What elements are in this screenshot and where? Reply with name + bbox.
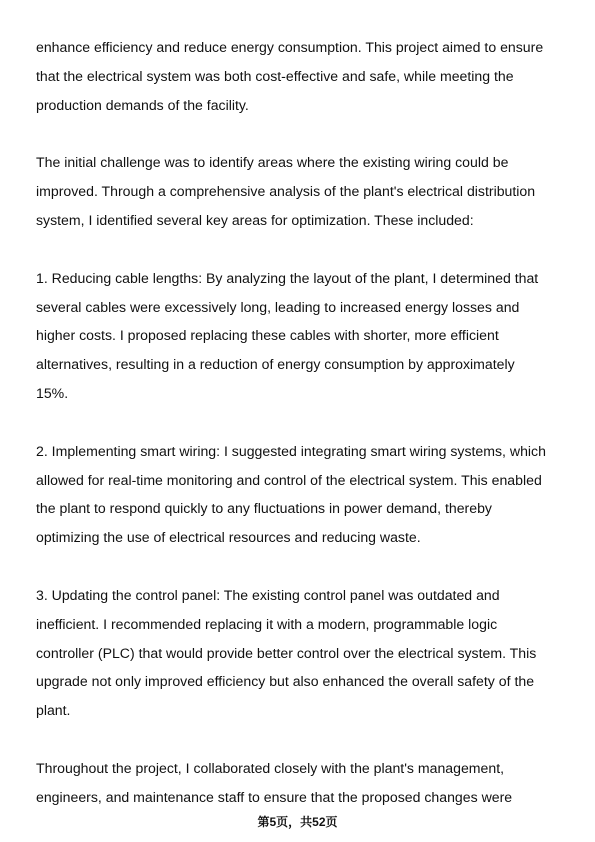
paragraph-collaboration: Throughout the project, I collaborated closely with the plant's management, engineers, and maintenance staff to ensure that the proposed changes were (36, 759, 513, 805)
paragraph-intro-continuation: enhance efficiency and reduce energy consumption. This project aimed to ensure that the electrical system was both cost-effective and safe, while meeting the production demands of the facility. (36, 39, 544, 113)
page-body (36, 33, 560, 841)
paragraph-reducing-cable-lengths: 1. Reducing cable lengths: By analyzing the layout of the plant, I determined that several cables were excessively long, leading to increased energy losses and higher costs. I proposed replacing these cables with shorter, more efficient alternatives, resulting in a reduction of energy consumption by approximately 15%. (36, 269, 539, 401)
paragraph-smart-wiring: 2. Implementing smart wiring: I suggested integrating smart wiring systems, which allowed for real-time monitoring and control of the electrical system. This enabled the plant to respond quickly to any fluctuations in power demand, thereby optimizing the use of electrical resources and reducing waste. (36, 442, 546, 546)
page-number-footer: 第5页，共52页 (257, 815, 338, 829)
paragraph-control-panel: 3. Updating the control panel: The existing control panel was outdated and inefficient. I recommended replacing it with a modern, programmable logic controller (PLC) that would provide better control over the electrical system. This upgrade not only improved efficiency but also enhanced the overall safety of the plant. (36, 586, 537, 719)
paragraph-initial-challenge: The initial challenge was to identify areas where the existing wiring could be improved. Through a comprehensive analysis of the plant's electrical distribution system, I identified several key areas for optimization. These included: (36, 154, 536, 228)
